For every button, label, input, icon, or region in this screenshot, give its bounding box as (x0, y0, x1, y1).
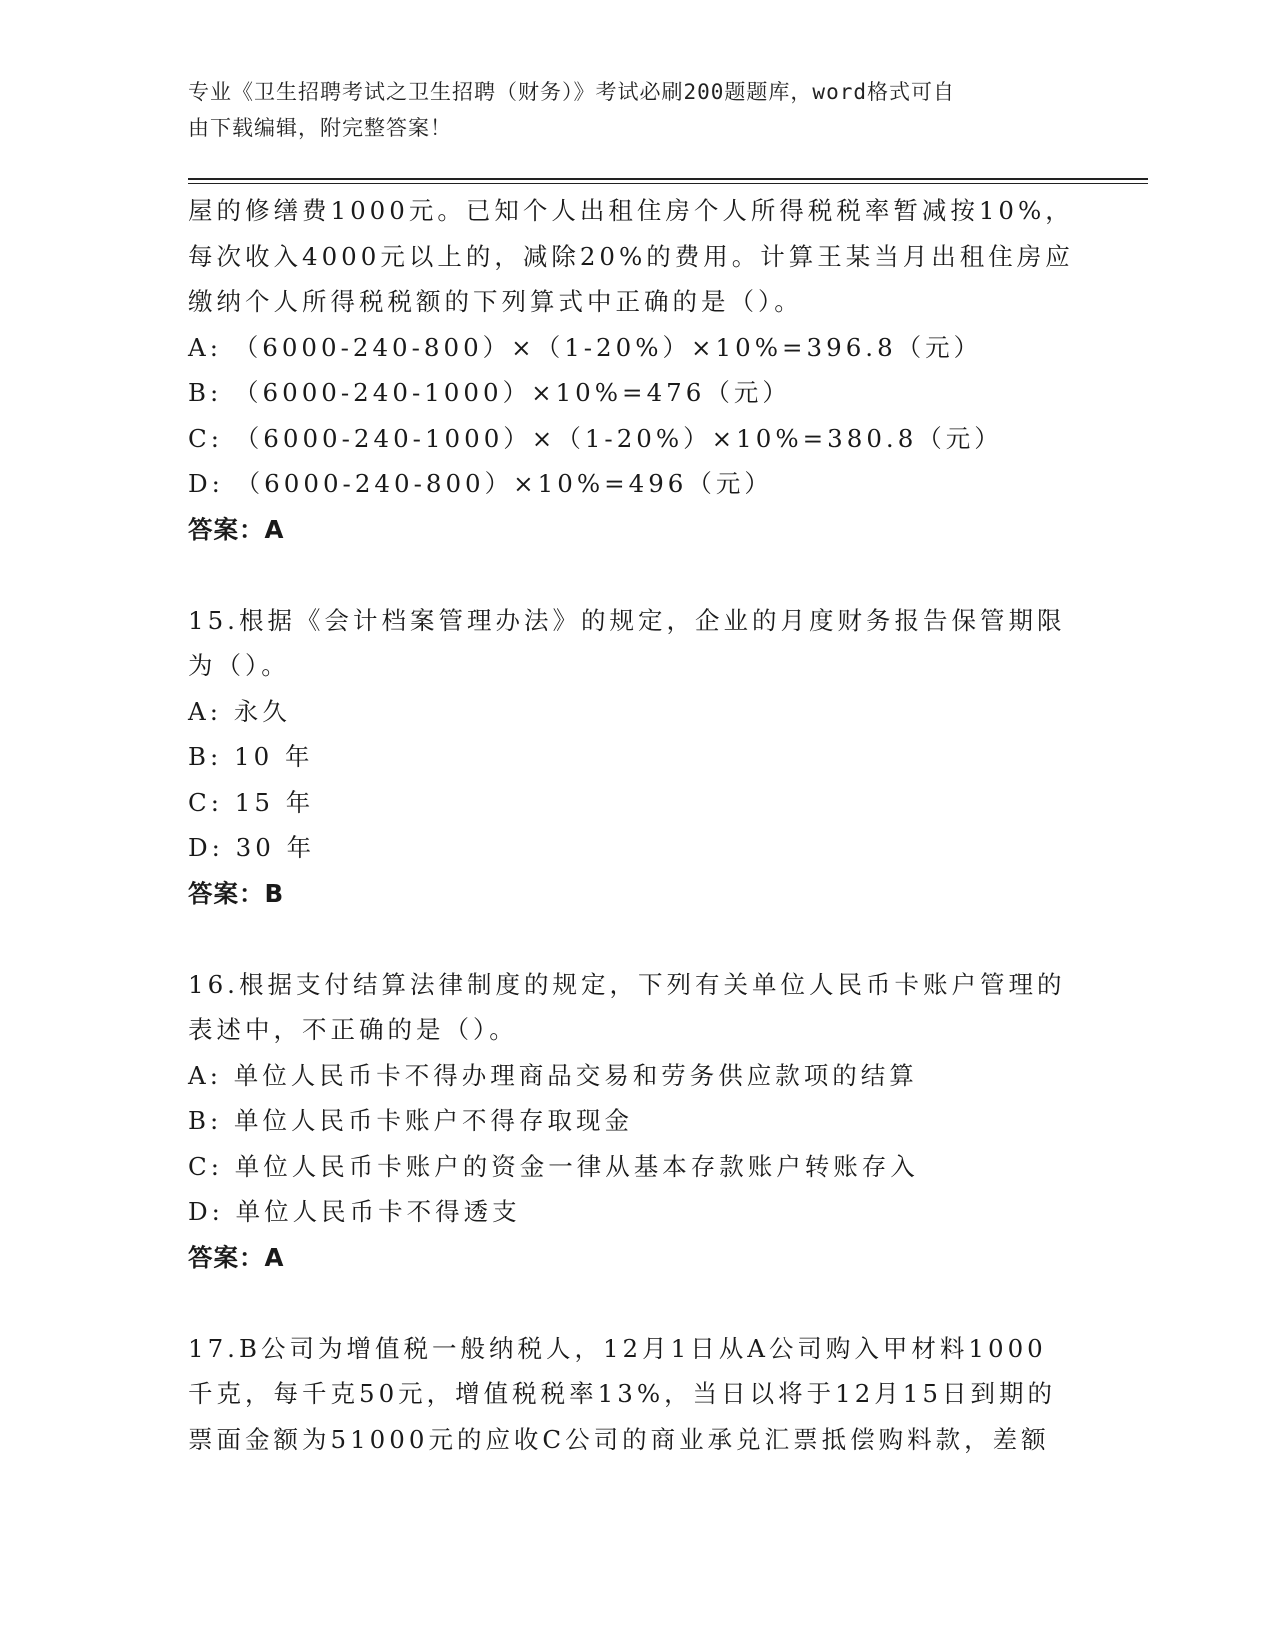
header-divider-thin (188, 183, 1148, 184)
header-line-2: 由下载编辑，附完整答案！ (188, 116, 452, 140)
question-15 (188, 598, 1068, 917)
answer-label: 答案：A (188, 1242, 285, 1272)
answer-label: 答案：B (188, 878, 285, 908)
option-b: B: 10 年 (188, 742, 314, 771)
option-d: D: 单位人民币卡不得透支 (188, 1197, 521, 1226)
question-text-line: 每次收入4000元以上的，减除20%的费用。计算王某当月出租住房应 (188, 241, 1074, 271)
spacer (188, 1280, 1068, 1326)
question-16 (188, 962, 1068, 1281)
option-c: C: （6000-240-1000）×（1-20%）×10%=380.8（元） (188, 423, 1003, 453)
header-line-1: 专业《卫生招聘考试之卫生招聘（财务）》考试必刷200题题库，word格式可自 (188, 80, 955, 104)
question-text-line: 屋的修缮费1000元。已知个人出租住房个人所得税税率暂减按10%， (188, 196, 1074, 225)
question-text-line: 千克，每千克50元，增值税税率13%，当日以将于12月15日到期的 (188, 1379, 1056, 1408)
question-text-line: 缴纳个人所得税税额的下列算式中正确的是（）。 (188, 287, 803, 316)
option-d: D: 30 年 (188, 833, 316, 862)
option-c: C: 单位人民币卡账户的资金一律从基本存款账户转账存入 (188, 1151, 919, 1181)
document-header (188, 74, 1068, 146)
option-c: C: 15 年 (188, 787, 315, 817)
spacer (188, 552, 1068, 598)
option-b: B: 单位人民币卡账户不得存取现金 (188, 1106, 634, 1135)
question-text-line: 为（）。 (188, 651, 290, 680)
question-text-line: 表述中，不正确的是（）。 (188, 1015, 518, 1044)
question-text-line: 15.根据《会计档案管理办法》的规定，企业的月度财务报告保管期限 (188, 605, 1066, 635)
question-14 (188, 188, 1074, 552)
question-text-line: 16.根据支付结算法律制度的规定，下列有关单位人民币卡账户管理的 (188, 969, 1066, 999)
option-b: B: （6000-240-1000）×10%=476（元） (188, 378, 791, 407)
option-d: D: （6000-240-800）×10%=496（元） (188, 469, 773, 498)
document-body (188, 188, 1074, 1462)
answer-label: 答案：A (188, 514, 285, 544)
header-divider-thick (188, 178, 1148, 180)
option-a: A: 单位人民币卡不得办理商品交易和劳务供应款项的结算 (188, 1060, 918, 1090)
question-text-line: 票面金额为51000元的应收C公司的商业承兑汇票抵偿购料款，差额 (188, 1424, 1050, 1454)
option-a: A: 永久 (188, 696, 291, 726)
spacer (188, 916, 1068, 962)
question-text-line: 17.B公司为增值税一般纳税人，12月1日从A公司购入甲材料1000 (188, 1333, 1047, 1363)
option-a: A: （6000-240-800）×（1-20%）×10%=396.8（元） (188, 332, 983, 362)
question-17 (188, 1326, 1068, 1463)
